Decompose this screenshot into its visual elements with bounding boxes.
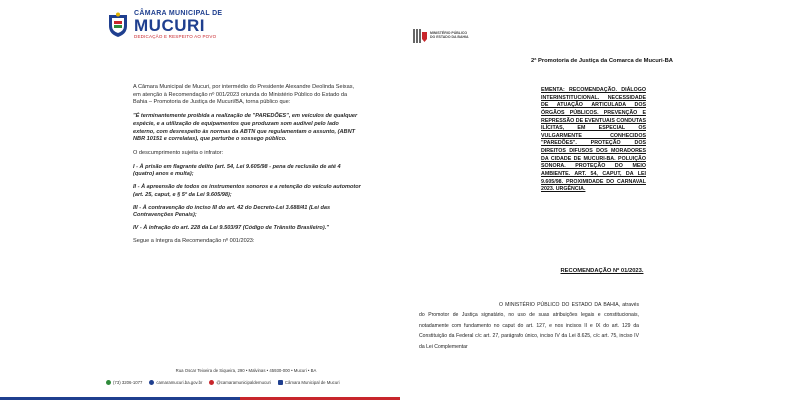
footer-email[interactable] <box>149 380 202 385</box>
footer-address: Rua Oscar Teixeira de Siqueira, 290 • Malvinas • 45930-000 • Mucuri • BA <box>175 368 317 373</box>
footer-instagram[interactable] <box>209 380 271 385</box>
phone-text: (73) 3206-1077 <box>113 380 143 385</box>
penalty-item: II - À apreensão de todos os instrumentos sonoros e a retenção do veículo automotor (art. 25, caput, e § 5º da Lei 9.605/98); <box>133 184 361 198</box>
facebook-text: Câmara Municipal de Mucuri <box>284 380 340 385</box>
whatsapp-icon <box>106 380 111 385</box>
offender-heading: O descumprimento sujeita o infrator: <box>133 150 224 157</box>
recommendation-title: RECOMENDAÇÃO Nº 01/2023. <box>560 268 644 274</box>
footer-phone[interactable] <box>106 380 142 385</box>
mp-logo <box>413 28 469 44</box>
notice-intro: A Câmara Municipal de Mucuri, por intermédio do Presidente Alexandre Deolinda Seixas, em atenção à Recomendação nº 001/2023 oriunda do Ministério Público do Estado da Bahia – Promotoria de Justiça de Mucuri/BA, torna público que: <box>133 84 355 106</box>
penalty-item: I - À prisão em flagrante delito (art. 54, Lei 9.605/98 - pena de reclusão de até 4 (quatro) anos e multa); <box>133 163 341 178</box>
right-document-page <box>404 0 800 400</box>
notice-closing: Segue a íntegra da Recomendação nº 001/2023: <box>133 237 255 244</box>
logo-tagline: DEDICAÇÃO E RESPEITO AO POVO <box>134 34 217 39</box>
penalty-item: IV - À infração do art. 228 da Lei 9.503/97 (Código de Trânsito Brasileiro)." <box>133 225 329 232</box>
globe-icon <box>149 380 154 385</box>
footer-facebook[interactable] <box>278 380 340 385</box>
mp-emblem-icon <box>413 28 427 44</box>
recommendation-text: O MINISTÉRIO PÚBLICO DO ESTADO DA BAHIA, através do Promotor de Justiça signatário, no uso de suas atribuições legais e constitucionais, notadamente com fundamento no caput do art. 127, e nos incisos II e IX do art. 129 da Constituição da Federal c/c art. 27, parágrafo único, inciso IV da Lei 8.625, c/c art. 75, inciso IV da Lei Complementar <box>419 302 639 350</box>
notice-body <box>133 84 362 252</box>
logo-title: MUCURI <box>134 16 205 35</box>
ementa-block: EMENTA: RECOMENDAÇÃO. DIÁLOGO INTERINSTITUCIONAL. NECESSIDADE DE ATUAÇÃO ARTICULADA DOS ÓRGÃOS PÚBLICOS. PREVENÇÃO E REPRESSÃO DE EVENTUAIS CONDUTAS ILÍCITAS, EM ESPECIAL OS VULGARMENTE CONHECIDOS "PAREDÕES". PROTEÇÃO DOS DIREITOS DIFUSOS DOS MORADORES DA CIDADE DE MUCURI-BA. POLUIÇÃO SONORA. PROTEÇÃO DO MEIO AMBIENTE. ART. 54, CAPUT, DA LEI 9.605/98. PROXIMIDADE DO CARNAVAL 2023. URGÊNCIA. <box>541 87 646 193</box>
notice-quote: "É terminantemente proibida a realização de "PAREDÕES", em veículos de qualquer espécie, e a utilização de equipamentos que produzam som audível pelo lado externo, com desrespeito às normas da ABTN que regulamentam o assunto, (ABNT NBR 10151 e correlatas), que perturbe o sossego público. <box>133 113 358 143</box>
email-text: camaramucuri.ba.gov.br <box>156 380 203 385</box>
mp-logo-line: DO ESTADO DA BAHIA <box>430 35 469 39</box>
camara-logo <box>106 10 222 40</box>
penalty-item: III - À contravenção do inciso III do art. 42 do Decreto-Lei 3.688/41 (Lei das Contravenções Penais); <box>133 204 331 219</box>
municipal-crest-icon <box>106 12 130 38</box>
instagram-icon <box>209 380 214 385</box>
facebook-icon <box>278 380 283 385</box>
instagram-text: @camaramunicipaldemucuri <box>216 380 271 385</box>
promotoria-heading: 2ª Promotoria de Justiça da Comarca de Mucuri-BA <box>531 58 673 64</box>
page-footer <box>106 368 346 385</box>
mp-logo-line: MINISTÉRIO PÚBLICO <box>430 31 468 36</box>
recommendation-body <box>419 300 639 352</box>
logo-small-text: CÂMARA MUNICIPAL DE <box>134 10 223 17</box>
